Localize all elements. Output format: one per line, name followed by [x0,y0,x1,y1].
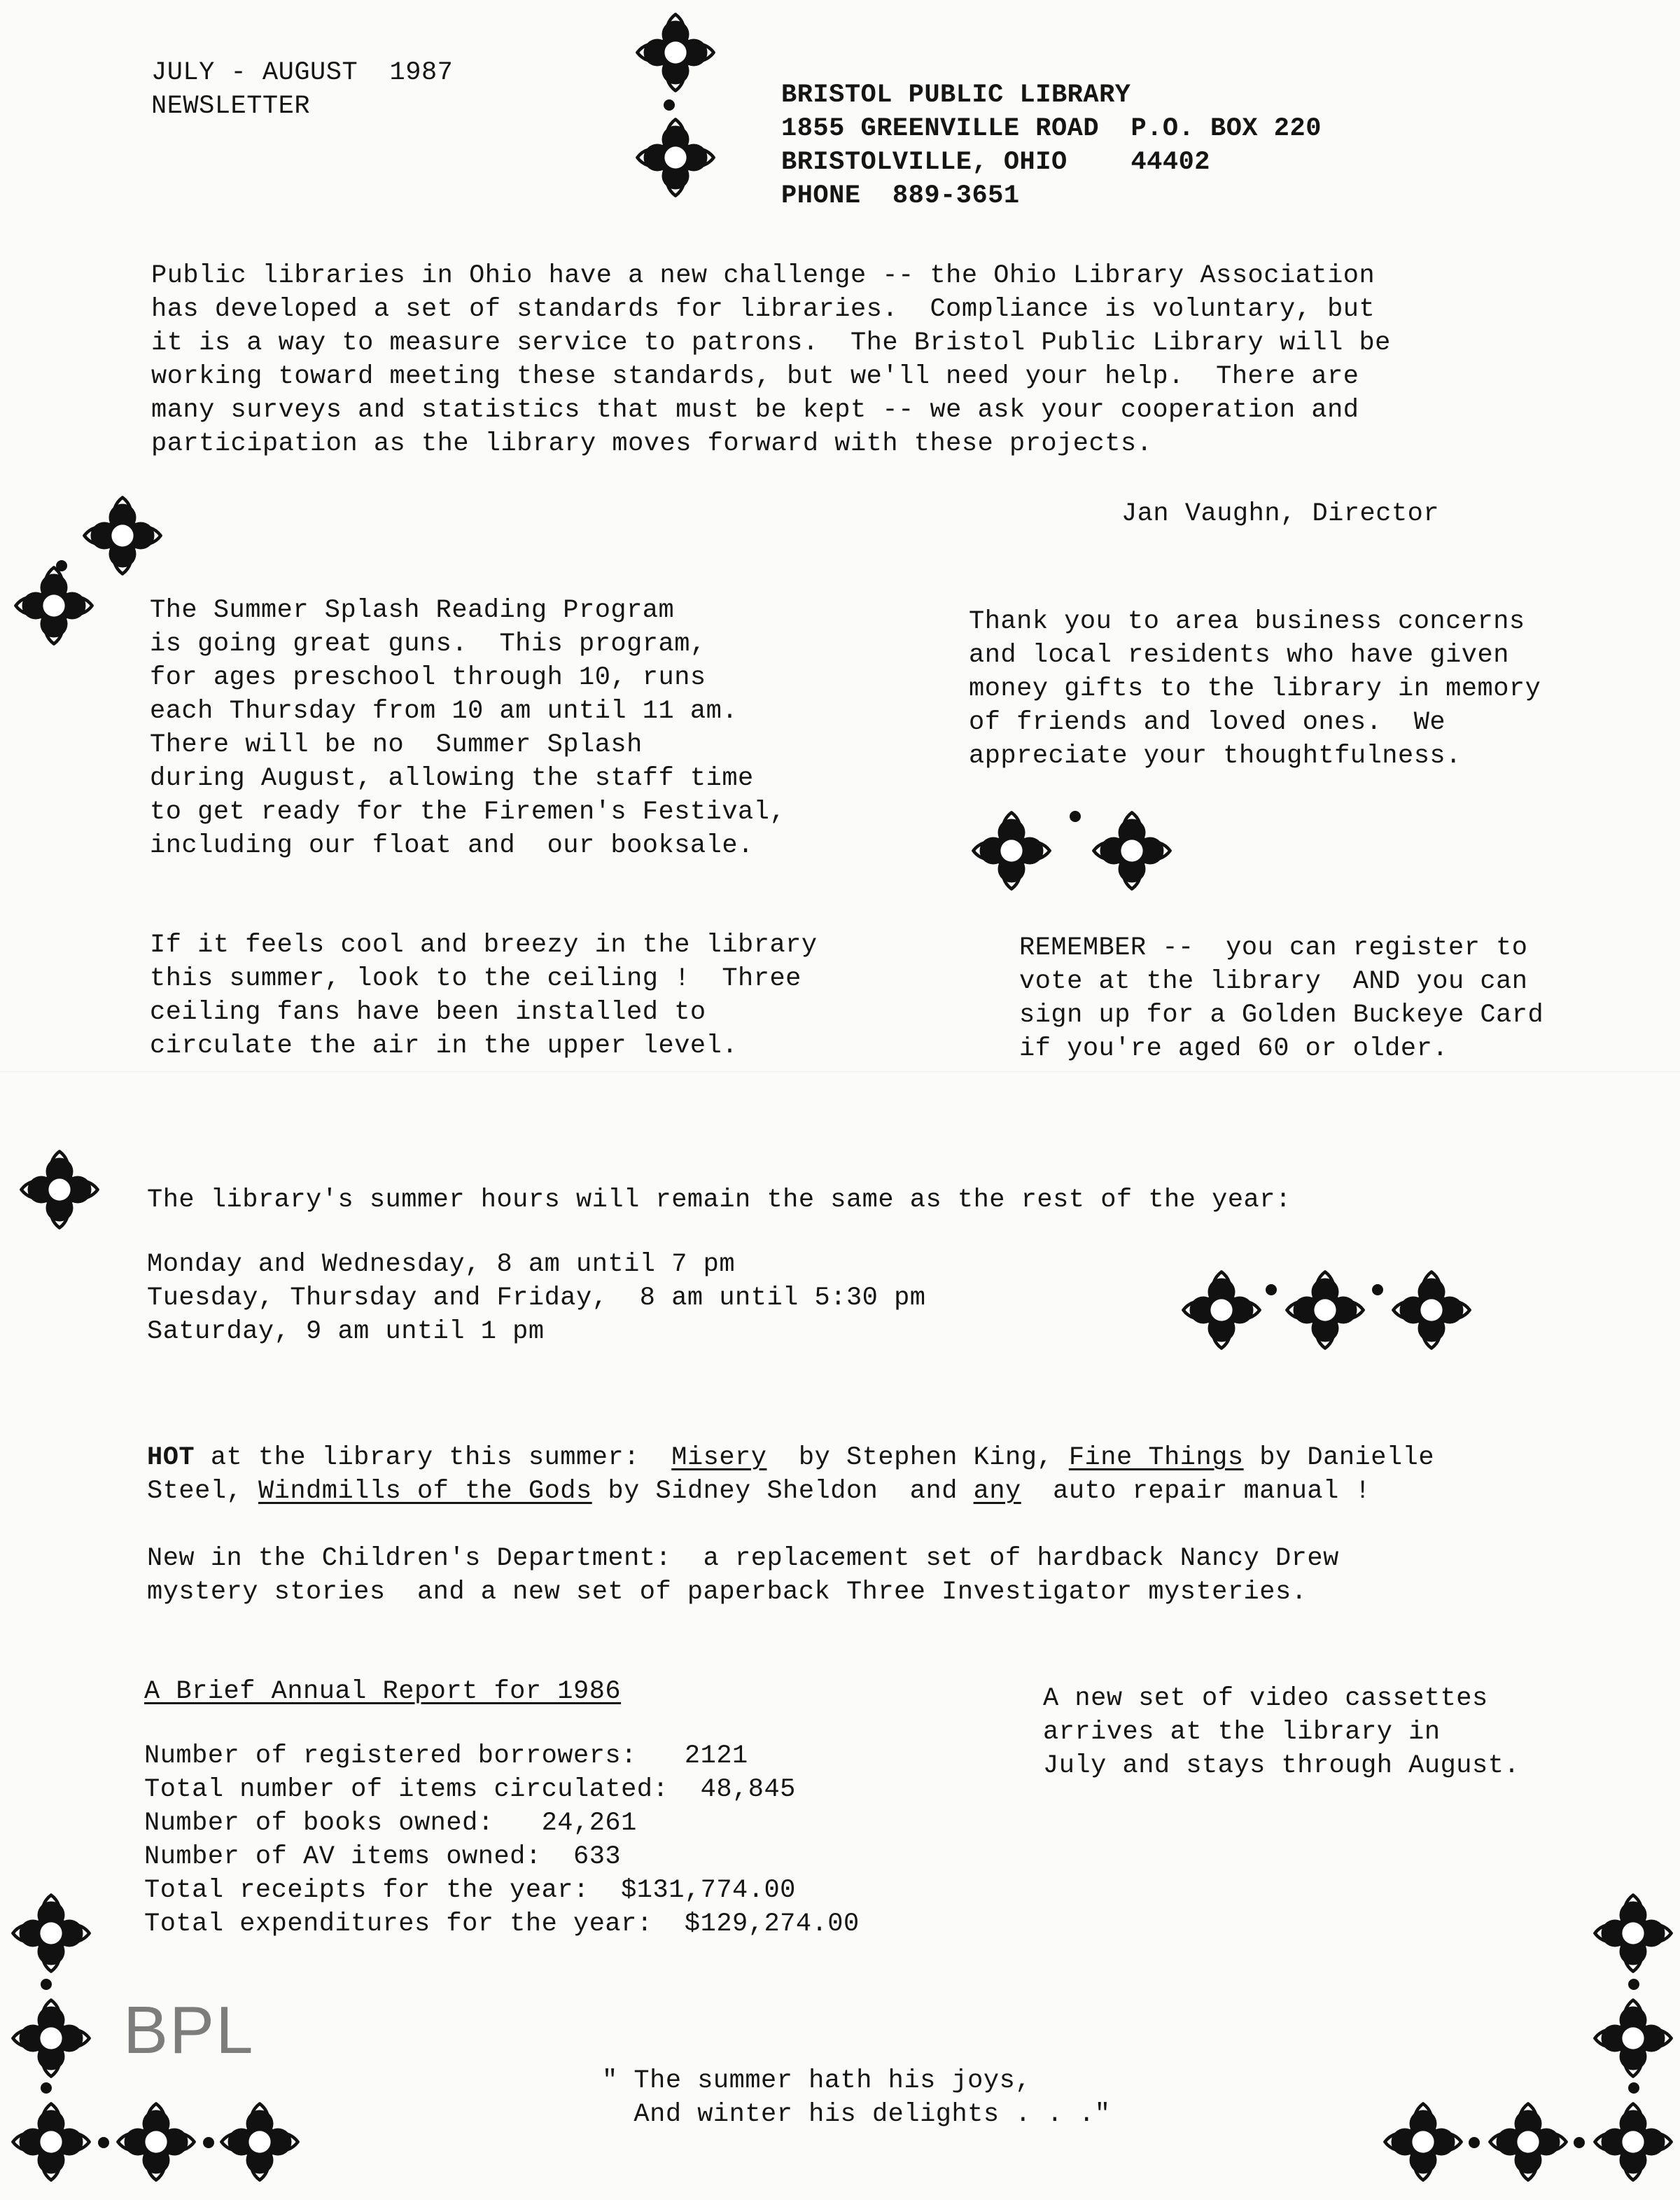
intro-line: it is a way to measure service to patrons. The Bristol Public Library will be [151,328,1391,358]
fans-line: this summer, look to the ceiling ! Three [150,964,802,994]
book-title: Misery [671,1443,767,1473]
thanks-line: Thank you to area business concerns [969,607,1525,636]
bpl-logo: BPL [123,1993,255,2068]
thanks-line: and local residents who have given [969,641,1509,670]
report-row: Total expenditures for the year: $129,274.00 [144,1909,860,1939]
flower-icon [6,2096,97,2187]
splash-line: There will be no Summer Splash [150,730,643,760]
intro-line: has developed a set of standards for libraries. Compliance is voluntary, but [151,295,1376,324]
hot-books-line-2 [147,1475,1371,1508]
thanks-line: money gifts to the library in memory [969,674,1541,704]
remember-line: sign up for a Golden Buckeye Card [1019,1001,1544,1030]
book-title: Fine Things [1068,1443,1244,1473]
report-row: Number of AV items owned: 633 [144,1842,622,1872]
dot-ornament [1070,811,1081,822]
thanks-line: of friends and loved ones. We [969,708,1446,737]
flower-icon [1176,1265,1267,1356]
flower-icon [1378,2096,1469,2187]
issue-date: JULY - AUGUST 1987 [151,58,454,88]
splash-line: The Summer Splash Reading Program [150,596,675,625]
dot-ornament [1266,1284,1277,1295]
issue-label: NEWSLETTER [151,92,311,121]
intro-line: Public libraries in Ohio have a new challenge -- the Ohio Library Association [151,261,1376,291]
hot-text: Steel, [147,1477,258,1506]
emphasis-any: any [973,1477,1021,1506]
flower-icon [1483,2096,1574,2187]
director-signature: Jan Vaughn, Director [1121,499,1440,529]
splash-line: during August, allowing the staff time [150,764,754,793]
address-line-2: BRISTOLVILLE, OHIO 44402 [781,148,1210,177]
flower-icon [1386,1265,1477,1356]
flower-icon [1588,1993,1679,2084]
video-line: arrives at the library in [1043,1718,1441,1747]
hot-text: by Danielle [1243,1443,1435,1473]
hot-text: at the library this summer: [195,1443,672,1473]
dot-ornament [1628,2082,1639,2094]
fans-line: ceiling fans have been installed to [150,998,706,1027]
remember-line: vote at the library AND you can [1019,967,1528,996]
address-line-1: 1855 GREENVILLE ROAD P.O. BOX 220 [781,114,1322,144]
fans-line: circulate the air in the upper level. [150,1031,738,1061]
dot-ornament [41,2082,52,2094]
library-name: BRISTOL PUBLIC LIBRARY [781,81,1131,110]
hot-text: by Sidney Sheldon and [592,1477,974,1506]
splash-line: each Thursday from 10 am until 11 am. [150,697,738,726]
book-title: Windmills of the Gods [258,1477,592,1506]
dot-ornament [203,2137,214,2148]
phone-number: PHONE 889-3651 [781,181,1020,211]
quote-line: And winter his delights . . ." [602,2100,1111,2129]
remember-line: REMEMBER -- you can register to [1019,933,1528,963]
dot-ornament [1469,2137,1480,2148]
childrens-line: New in the Children's Department: a replacement set of hardback Nancy Drew [147,1544,1339,1573]
video-line: July and stays through August. [1043,1751,1520,1781]
dot-ornament [41,1979,52,1990]
flower-icon [8,560,99,651]
childrens-line: mystery stories and a new set of paperback Three Investigator mysteries. [147,1578,1308,1607]
splash-line: for ages preschool through 10, runs [150,663,706,692]
flower-icon [630,112,721,203]
quote-line: " The summer hath his joys, [602,2066,1031,2096]
video-line: A new set of video cassettes [1043,1684,1488,1713]
report-row: Total number of items circulated: 48,845 [144,1775,796,1804]
intro-line: many surveys and statistics that must be kept -- we ask your cooperation and [151,396,1359,425]
fans-line: If it feels cool and breezy in the library [150,931,818,960]
hot-text: auto repair manual ! [1021,1477,1371,1506]
flower-icon [14,1144,105,1235]
splash-line: including our float and our booksale. [150,831,754,861]
hot-label: HOT [147,1443,195,1473]
remember-line: if you're aged 60 or older. [1019,1034,1448,1064]
dot-ornament [1372,1284,1383,1295]
flower-icon [214,2096,305,2187]
flower-icon [966,805,1057,896]
paper-fold [0,1071,1680,1072]
dot-ornament [1628,1979,1639,1990]
report-row: Number of registered borrowers: 2121 [144,1741,748,1771]
flower-icon [6,1888,97,1979]
intro-line: working toward meeting these standards, but we'll need your help. There are [151,362,1359,391]
dot-ornament [664,99,675,111]
report-row: Number of books owned: 24,261 [144,1809,637,1838]
flower-icon [1280,1265,1371,1356]
dot-ornament [98,2137,109,2148]
flower-icon [111,2096,202,2187]
hot-books-line-1 [147,1441,1434,1475]
hours-intro: The library's summer hours will remain the same as the rest of the year: [147,1185,1292,1215]
flower-icon [6,1993,97,2084]
dot-ornament [1574,2137,1585,2148]
hours-line: Monday and Wednesday, 8 am until 7 pm [147,1250,736,1279]
hours-line: Saturday, 9 am until 1 pm [147,1317,545,1346]
splash-line: to get ready for the Firemen's Festival, [150,798,786,827]
hot-text: by Stephen King, [766,1443,1069,1473]
hours-line: Tuesday, Thursday and Friday, 8 am until 5:30 pm [147,1283,926,1313]
flower-icon [630,7,721,98]
annual-report-title: A Brief Annual Report for 1986 [144,1677,622,1706]
flower-icon [1588,1888,1679,1979]
report-row: Total receipts for the year: $131,774.00 [144,1876,796,1905]
thanks-line: appreciate your thoughtfulness. [969,742,1462,771]
flower-icon [1086,805,1177,896]
flower-icon [1588,2096,1679,2187]
intro-line: participation as the library moves forward with these projects. [151,429,1153,459]
splash-line: is going great guns. This program, [150,629,706,659]
